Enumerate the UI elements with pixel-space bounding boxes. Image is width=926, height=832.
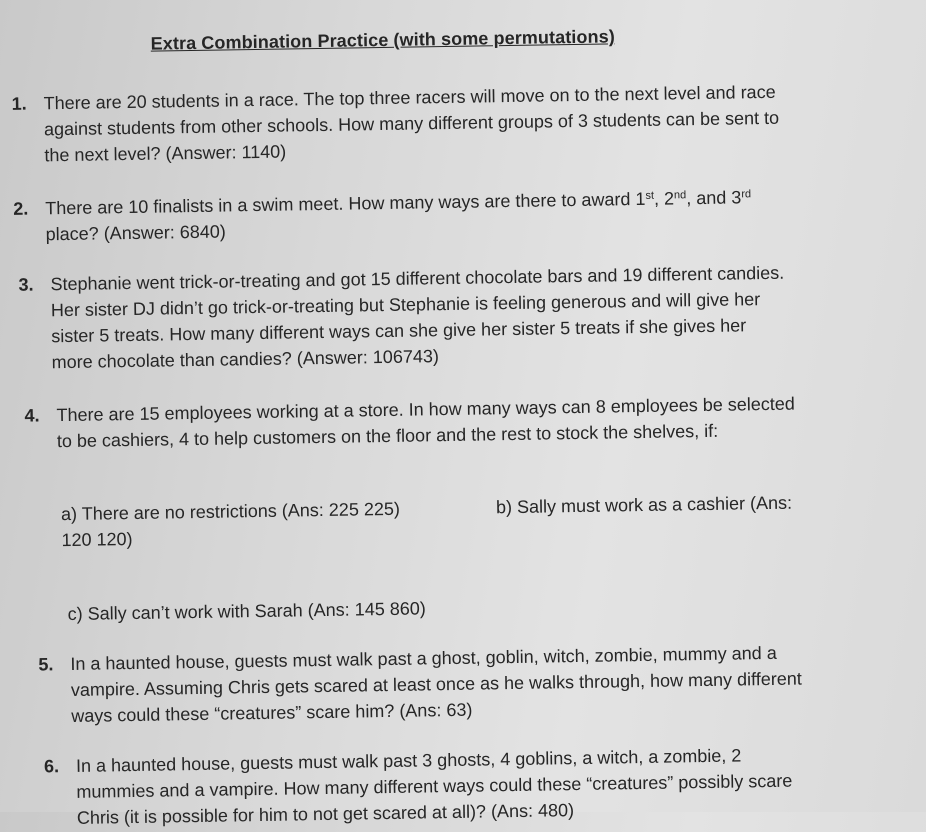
question-number: 4. bbox=[24, 405, 40, 426]
question-number: 6. bbox=[43, 756, 60, 777]
question-text: There are 15 employees working at a store. In how many ways can 8 employees be selected to be cashiers, 4 to help customers on the floor and the rest to stock the shelves, if: bbox=[56, 393, 795, 452]
worksheet-title: Extra Combination Practice (with some permutations) bbox=[150, 26, 615, 54]
question-4-part-c bbox=[67, 595, 426, 627]
part-b-text: b) Sally must work as a cashier (Ans: bbox=[495, 492, 793, 518]
question-4-part-b bbox=[496, 490, 792, 521]
part-a-text: a) There are no restrictions (Ans: 225 225) bbox=[60, 498, 401, 525]
question-number: 1. bbox=[11, 93, 27, 114]
question-text: Stephanie went trick-or-treating and got 15 different chocolate bars and 19 different candies. Her sister DJ didn’t go trick-or-treating but Stephanie is feeling generous and will give her sister 5 treats. How many different ways can she give her sister 5 treats if she gives her more chocolate than candies? (Answer: 106743) bbox=[50, 262, 785, 373]
ordinal-suffix: st bbox=[645, 189, 655, 202]
question-text-part: , and 3 bbox=[686, 187, 742, 209]
part-a-continued: 120 120) bbox=[61, 528, 133, 551]
question-text: There are 20 students in a race. The top three racers will move on to the next level and race against students from other schools. How many different groups of 3 students can be sent to the next level? (Answer: 1140) bbox=[43, 81, 780, 166]
question-text: In a haunted house, guests must walk past a ghost, goblin, witch, zombie, mummy and a vampire. Assuming Chris gets scared at least once as he walks through, how many different ways could these “creatures” scare him? (Ans: 63) bbox=[70, 642, 802, 726]
question-4-part-a bbox=[61, 496, 401, 553]
question-number: 2. bbox=[13, 198, 29, 219]
question-number: 3. bbox=[18, 274, 34, 295]
question-text: In a haunted house, guests must walk past 3 ghosts, 4 goblins, a witch, a zombie, 2 mummies and a vampire. How many different ways could these “creatures” possibly scare Chris (it is possible for him to not get scared at all)? (Ans: 480) bbox=[75, 745, 793, 828]
ordinal-suffix: rd bbox=[741, 188, 752, 201]
question-text-part: There are 10 finalists in a swim meet. How many ways are there to award 1 bbox=[45, 188, 646, 219]
ordinal-suffix: nd bbox=[673, 189, 687, 202]
question-number: 5. bbox=[38, 654, 54, 675]
question-text-part: , 2 bbox=[653, 188, 675, 209]
part-c-text: c) Sally can’t work with Sarah (Ans: 145 860) bbox=[67, 598, 426, 625]
question-text bbox=[45, 184, 786, 248]
question-text-part: place? (Answer: 6840) bbox=[45, 221, 226, 245]
